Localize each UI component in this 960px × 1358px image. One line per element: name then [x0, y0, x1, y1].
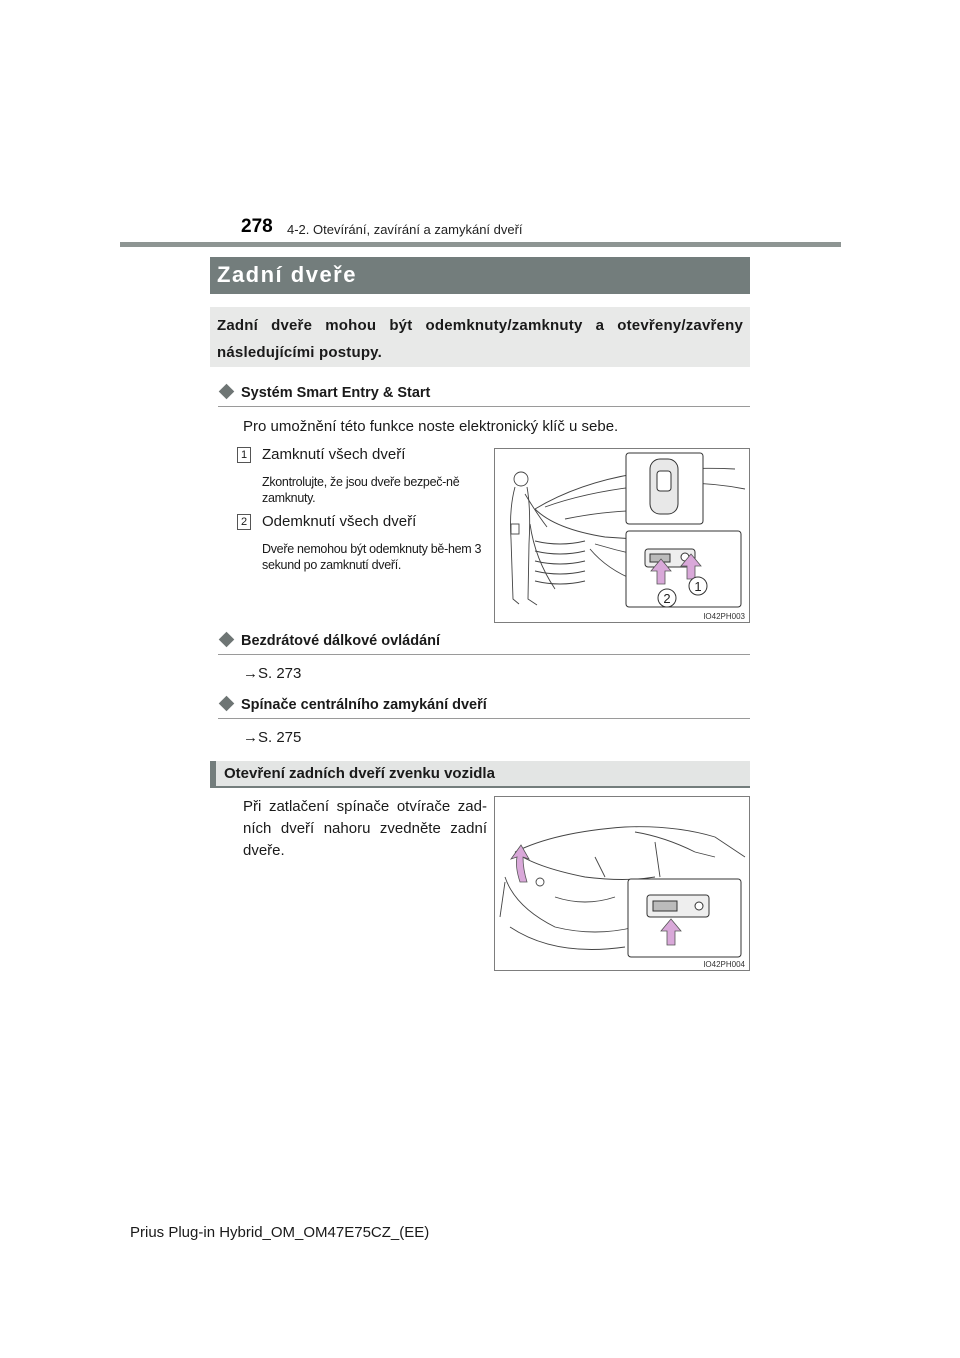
- section-intro: Zadní dveře mohou být odemknuty/zamknuty a otevřeny/zavřeny následujícími postupy.: [210, 307, 750, 367]
- page-number: 278: [241, 216, 273, 237]
- wireless-remote-reference[interactable]: →S. 273: [243, 665, 302, 682]
- figure-open-outside: [494, 796, 750, 971]
- central-locking-heading: [218, 697, 750, 719]
- wireless-remote-heading-text: Bezdrátové dálkové ovládání: [241, 633, 441, 649]
- central-locking-reference[interactable]: →S. 275: [243, 729, 302, 746]
- step-1-note: Zkontrolujte, že jsou dveře bezpeč-ně zamknuty.: [262, 475, 460, 505]
- open-outside-illustration: [495, 797, 750, 971]
- step-1-title: Zamknutí všech dveří: [262, 446, 406, 463]
- smart-entry-heading-text: Systém Smart Entry & Start: [241, 385, 431, 401]
- diamond-bullet-icon: [219, 632, 235, 648]
- step-2-title: Odemknutí všech dveří: [262, 513, 417, 530]
- wireless-remote-heading: [218, 633, 750, 655]
- chapter-title: 4-2. Otevírání, zavírání a zamykání dveří: [287, 222, 523, 237]
- figure-smart-entry: [494, 448, 750, 623]
- smart-entry-description: Pro umožnění této funkce noste elektronický klíč u sebe.: [243, 418, 619, 435]
- diamond-bullet-icon: [219, 696, 235, 712]
- diamond-bullet-icon: [219, 384, 235, 400]
- header-rule: [120, 242, 841, 247]
- callout-2: 2: [663, 591, 671, 606]
- footer-document-id: Prius Plug-in Hybrid_OM_OM47E75CZ_(EE): [130, 1224, 430, 1241]
- figure-code: IO42PH003: [703, 612, 745, 621]
- smart-entry-heading: [218, 385, 750, 407]
- figure-code: IO42PH004: [703, 960, 745, 969]
- step-2-note: Dveře nemohou být odemknuty bě-hem 3 sekund po zamknutí dveří.: [262, 542, 482, 572]
- opening-outside-heading: Otevření zadních dveří zvenku vozidla: [210, 761, 750, 788]
- step-number-2: 2: [237, 514, 251, 530]
- section-title: Zadní dveře: [210, 257, 750, 294]
- central-locking-heading-text: Spínače centrálního zamykání dveří: [241, 697, 487, 713]
- step-number-1: 1: [237, 447, 251, 463]
- smart-entry-illustration: [495, 449, 750, 623]
- callout-1: 1: [694, 579, 702, 594]
- opening-outside-description: Při zatlačení spínače otvírače zad-ních dveří nahoru zvedněte zadní dveře.: [243, 798, 487, 859]
